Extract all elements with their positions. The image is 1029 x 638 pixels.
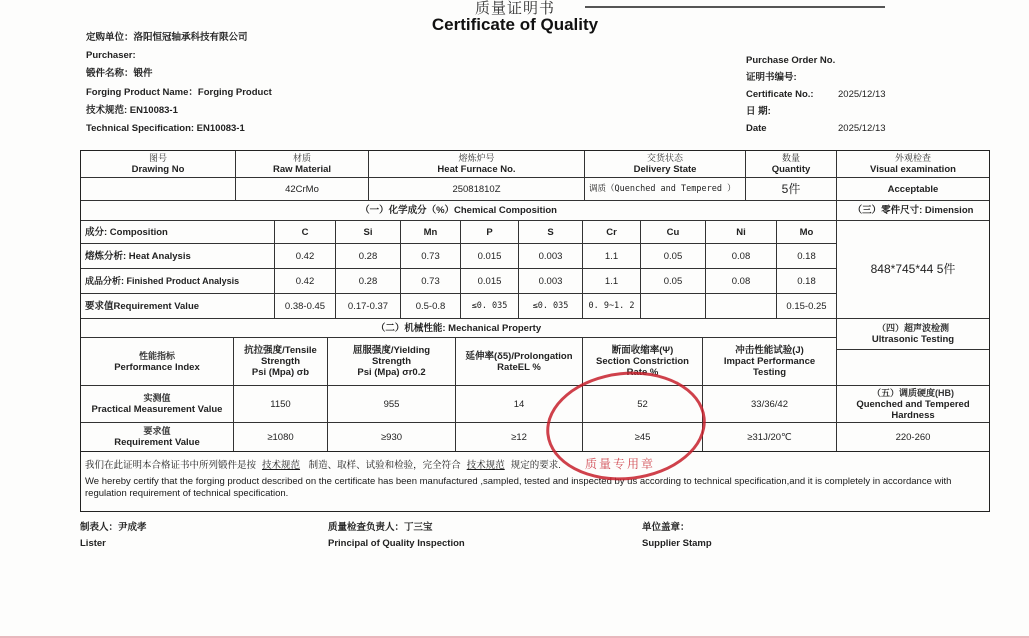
table-row-finished-product [81, 269, 837, 294]
value-drawing-no [81, 178, 236, 200]
cell-mo: 0.15-0.25 [777, 294, 837, 318]
supplier-stamp-cn: 单位盖章： [642, 522, 690, 533]
lister-block [80, 520, 147, 552]
statement-cn [85, 460, 985, 472]
header-raw-material: 材质 Raw Material [236, 151, 369, 177]
basic-info-header-row [81, 151, 989, 178]
cert-no-label: Certificate No.: [746, 89, 814, 100]
cert-no-cn: 证明书编号: [746, 72, 797, 83]
row-label: 成品分析: Finished Product Analysis [81, 269, 275, 293]
cell-mo: 0.18 [777, 244, 837, 268]
value-raw-material: 42CrMo [236, 178, 369, 200]
statement-cn-spec1: 技术规范 [262, 460, 301, 471]
purchaser-en: Purchaser: [86, 50, 136, 61]
header-yielding-strength: 屈服强度/Yielding Strength Psi (Mpa) σr0.2 [328, 338, 456, 385]
date-cn: 日 期: [746, 106, 771, 117]
statement-cn-part2: 制造、取样、试验和检验，完全符合 [308, 460, 461, 471]
cell-s: 0.003 [519, 269, 583, 293]
cell-c: 0.42 [275, 269, 336, 293]
tech-spec-en: Technical Specification: EN10083-1 [86, 123, 245, 134]
cell-cu [641, 294, 706, 318]
header-delivery-state: 交货状态 Delivery State [585, 151, 746, 177]
quality-stamp-text: 质量专用章 [585, 457, 656, 471]
ultrasonic-title: （四）超声波检测 Ultrasonic Testing [837, 319, 989, 350]
mechanical-header-row [81, 338, 837, 386]
cell-mn: 0.73 [401, 244, 461, 268]
principal-block [328, 520, 465, 552]
cell-si: 0.28 [336, 244, 401, 268]
supplier-stamp-block [642, 520, 712, 552]
practical-prolongation: 14 [456, 386, 583, 422]
req-impact: ≥31J/20℃ [703, 423, 837, 451]
header-prolongation: 延伸率(δ5)/Prolongation RateEL % [456, 338, 583, 385]
header-visual-exam: 外观检查 Visual examination [870, 153, 956, 175]
practical-label: 实测值 Practical Measurement Value [81, 386, 234, 422]
table-row-practical [81, 386, 837, 423]
purchaser-cn: 定购单位：洛阳恒冠轴承科技有限公司 [86, 32, 248, 43]
mechanical-title-row [81, 319, 837, 338]
chemical-title-row [81, 201, 989, 221]
cell-s: 0.003 [519, 244, 583, 268]
req-section-constriction: ≥45 [583, 423, 703, 451]
cell-mo: 0.18 [777, 269, 837, 293]
composition-header-row [81, 221, 837, 244]
header-heat-furnace: 熔炼炉号 Heat Furnace No. [369, 151, 585, 177]
cell-c: 0.38-0.45 [275, 294, 336, 318]
tech-spec-cn: 技术规范: EN10083-1 [86, 105, 178, 116]
statement-cn-part3: 规定的要求. [510, 460, 561, 471]
dimension-title: （三）零件尺寸: Dimension [852, 205, 974, 216]
col-ni: Ni [706, 221, 777, 243]
supplier-stamp-en: Supplier Stamp [642, 538, 712, 549]
certification-statement [80, 452, 990, 512]
cell-cu: 0.05 [641, 269, 706, 293]
lister-cn: 制表人：尹成孝 [80, 522, 147, 533]
cell-ni: 0.08 [706, 269, 777, 293]
principal-en: Principal of Quality Inspection [328, 538, 465, 549]
cell-si: 0.28 [336, 269, 401, 293]
col-si: Si [336, 221, 401, 243]
value-visual-exam: Acceptable [887, 183, 939, 195]
col-mo: Mo [777, 221, 837, 243]
date-label: Date [746, 123, 767, 134]
cell-c: 0.42 [275, 244, 336, 268]
practical-impact: 33/36/42 [703, 386, 837, 422]
cell-ni: 0.08 [706, 244, 777, 268]
header-impact-testing: 冲击性能试验(J) Impact Performance Testing [703, 338, 837, 385]
cell-p: ≤0. 035 [461, 294, 519, 318]
value-delivery-state: 调质（Quenched and Tempered ） [585, 178, 746, 200]
product-name-cn: 锻件名称：锻件 [86, 68, 153, 79]
basic-info-value-row [81, 178, 989, 201]
row-label: 要求值Requirement Value [81, 294, 275, 318]
header-tensile-strength: 抗拉强度/Tensile Strength Psi (Mpa) σb [234, 338, 328, 385]
col-s: S [519, 221, 583, 243]
composition-label: 成分: Composition [81, 221, 275, 243]
header-quantity: 数量 Quantity [746, 151, 837, 177]
chemical-composition-title: （一）化学成分（%）Chemical Composition [81, 201, 837, 220]
hardness-value: 220-260 [895, 431, 931, 443]
cert-no-value: 2025/12/13 [838, 89, 886, 100]
table-row-mech-requirement [81, 423, 837, 451]
title-english: Certificate of Quality [431, 15, 599, 34]
col-c: C [275, 221, 336, 243]
cell-p: 0.015 [461, 269, 519, 293]
cell-cu: 0.05 [641, 244, 706, 268]
header-section-constriction: 断面收缩率(Ψ) Section Constriction Rate % [583, 338, 703, 385]
req-tensile: ≥1080 [234, 423, 328, 451]
header-performance-index: 性能指标 Performance Index [81, 338, 234, 385]
col-mn: Mn [401, 221, 461, 243]
statement-cn-spec2: 技术规范 [466, 460, 505, 471]
col-cr: Cr [583, 221, 641, 243]
practical-tensile: 1150 [234, 386, 328, 422]
cell-cr: 1.1 [583, 269, 641, 293]
ultrasonic-value [837, 350, 989, 386]
statement-cn-part1: 我们在此证明本合格证书中所列锻件是按 [85, 460, 257, 471]
cell-cr: 1.1 [583, 244, 641, 268]
req-prolongation: ≥12 [456, 423, 583, 451]
dimension-value: 848*745*44 5件 [837, 221, 989, 319]
mechanical-property-title: （二）机械性能: Mechanical Property [81, 319, 837, 337]
product-name-en: Forging Product Name：Forging Product [86, 87, 272, 98]
cell-cr: 0. 9~1. 2 [583, 294, 641, 318]
table-row-heat-analysis [81, 244, 837, 269]
req-yielding: ≥930 [328, 423, 456, 451]
table-row-requirement [81, 294, 837, 319]
po-label: Purchase Order No. [746, 55, 836, 66]
cell-ni [706, 294, 777, 318]
value-heat-furnace: 25081810Z [369, 178, 585, 200]
title-chinese: 质量证明书 [474, 0, 555, 17]
cell-mn: 0.73 [401, 269, 461, 293]
col-p: P [461, 221, 519, 243]
hardness-title: （五）调质硬度(HB) Quenched and Tempered Hardness [837, 386, 989, 423]
col-cu: Cu [641, 221, 706, 243]
mech-requirement-label: 要求值 Requirement Value [81, 423, 234, 451]
certificate-table [80, 150, 990, 452]
row-label: 熔炼分析: Heat Analysis [81, 244, 275, 268]
cell-mn: 0.5-0.8 [401, 294, 461, 318]
practical-section-constriction: 52 [583, 386, 703, 422]
principal-cn: 质量检查负责人：丁三宝 [328, 522, 433, 533]
practical-yielding: 955 [328, 386, 456, 422]
cell-p: 0.015 [461, 244, 519, 268]
cell-si: 0.17-0.37 [336, 294, 401, 318]
header-drawing-no: 图号 Drawing No [81, 151, 236, 177]
lister-en: Lister [80, 538, 106, 549]
value-quantity: 5件 [746, 178, 837, 200]
date-value: 2025/12/13 [838, 123, 886, 134]
cell-s: ≤0. 035 [519, 294, 583, 318]
top-rule [585, 6, 885, 8]
statement-en: We hereby certify that the forging product described on the certificate has been manufactured ,sampled, tested and inspected by us according to technical specification,and it is completely in accordance with regulation requirement of technical specification. [85, 476, 952, 499]
